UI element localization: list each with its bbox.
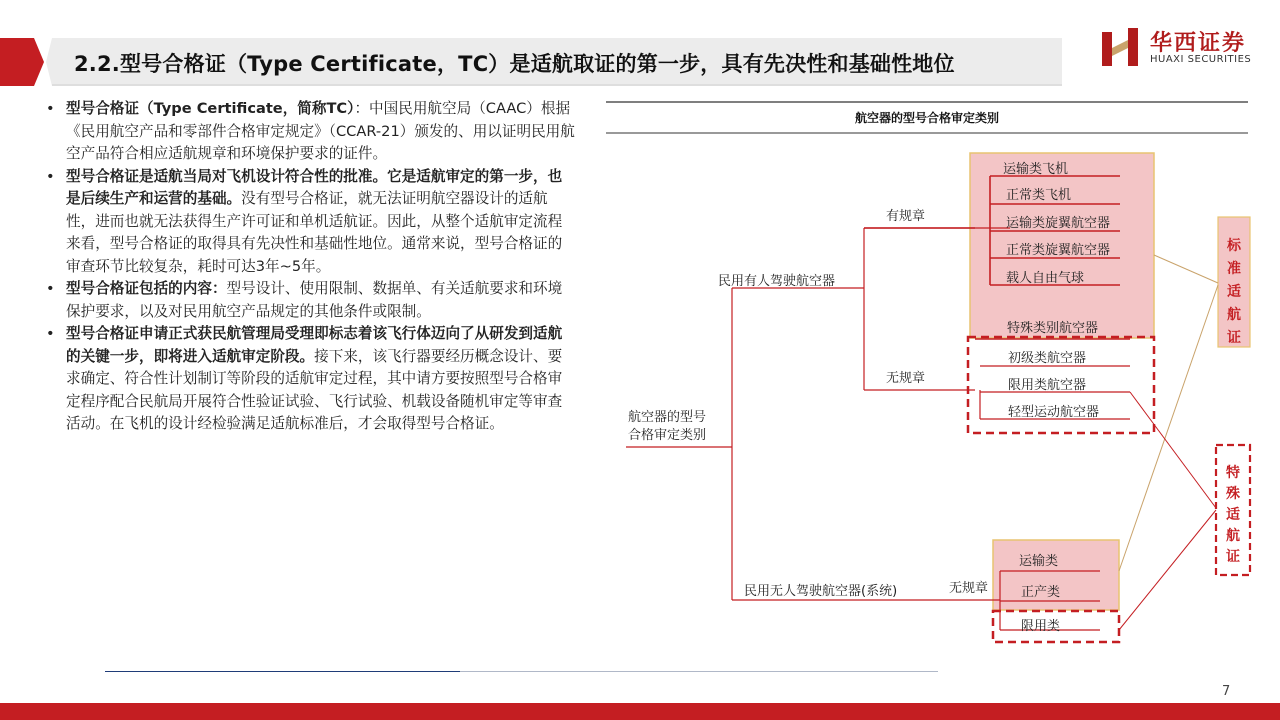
standard-item-label: 载人自由气球 [1006, 271, 1085, 286]
bullet-dot: • [46, 280, 55, 297]
special-item-label: 轻型运动航空器 [1008, 405, 1100, 420]
bullet-bold-text: 型号合格证申请正式获民航管理局受理即标志着该飞行体迈向了从研发到适航的关键一步，即将进入适航审定阶段。 [66, 325, 563, 365]
diagram-caption: 航空器的型号合格审定类别 [854, 111, 1000, 125]
certification-category-diagram [600, 95, 1280, 655]
logo-english-name: HUAXI SECURITIES [1150, 54, 1252, 65]
uav-item-label: 正产类 [1021, 585, 1061, 600]
root-label-line1: 航空器的型号 [628, 410, 707, 425]
manned-aircraft-label: 民用有人驾驶航空器 [718, 274, 836, 289]
bullet-text: ：中国民用航空局（CAAC）根据《民用航空产品和零部件合格审定规定》（CCAR-21）颁发的、用以证明民用航空产品符合相应适航规章和环境保护要求的证件。 [66, 100, 575, 162]
bottom-rule-right [460, 671, 938, 672]
logo-chinese-name: 华西证券 [1150, 31, 1247, 56]
special-item-label: 限用类航空器 [1008, 378, 1087, 393]
standard-item-label: 正常类旋翼航空器 [1006, 243, 1111, 258]
vertical-char: 适 [1226, 507, 1240, 523]
root-label-line2: 合格审定类别 [628, 428, 707, 443]
huaxi-logo-icon [1102, 28, 1138, 66]
special-cert-label [1226, 464, 1241, 565]
uav-item-label: 限用类 [1021, 619, 1061, 634]
standard-cert-box [1218, 217, 1250, 347]
bottom-rule-left [105, 671, 460, 672]
special-item-label: 初级类航空器 [1008, 351, 1087, 366]
bullet-bold-text: 型号合格证是适航当局对飞机设计符合性的批准。它是适航审定的第一步，也是后续生产和运营的基础。 [66, 167, 563, 207]
special-class-label: 特殊类别航空器 [1007, 321, 1099, 336]
bullet-bold-text: 型号合格证（Type Certificate，简称TC） [66, 100, 355, 117]
unregulated-label: 无规章 [886, 371, 926, 386]
bullet-text: 接下来，该飞行器要经历概念设计、要求确定、符合性计划制订等阶段的适航审定过程，其中请方要按照型号合格审定程序配合民航局开展符合性验证试验、飞行试验、机载设备随机审定等审查活动。在飞机的设计经检验满足适航标准后，才会取得型号合格证。 [66, 347, 563, 432]
vertical-char: 特 [1226, 465, 1240, 481]
vertical-char: 证 [1226, 549, 1240, 565]
vertical-char: 适 [1227, 284, 1241, 300]
bullet-list [46, 98, 576, 436]
regulated-label: 有规章 [886, 209, 926, 224]
footer-band [0, 703, 1280, 720]
vertical-char: 航 [1227, 307, 1241, 323]
bullet-dot: • [46, 100, 55, 117]
standard-item-label: 运输类旋翼航空器 [1006, 216, 1111, 231]
bullet-dot: • [46, 167, 55, 185]
vertical-char: 航 [1226, 528, 1240, 544]
vertical-char: 标 [1227, 238, 1241, 254]
bullet-item [46, 323, 576, 436]
uav-item-label: 运输类 [1019, 554, 1059, 569]
standard-item-label: 正常类飞机 [1006, 188, 1072, 203]
bullet-item [46, 278, 576, 323]
page-number: 7 [1222, 684, 1231, 699]
bullet-bold-text: 型号合格证包括的内容： [66, 280, 227, 297]
standard-cert-label [1226, 237, 1242, 346]
bullet-item [46, 166, 576, 279]
standard-item-label: 运输类飞机 [1003, 162, 1069, 177]
bullet-item [46, 98, 576, 166]
vertical-char: 证 [1227, 330, 1241, 346]
title-red-tab [0, 38, 44, 86]
vertical-char: 准 [1227, 261, 1241, 277]
page-title: 2.2.型号合格证（Type Certificate，TC）是适航取证的第一步，具有先决性和基础性地位 [74, 52, 955, 76]
bullet-text: 没有型号合格证，就无法证明航空器设计的适航性，进而也就无法获得生产许可证和单机适航证。因此，从整个适航审定流程来看，型号合格证的取得具有先决性和基础性地位。通常来说，型号合格证的审查环节比较复杂，耗时可达3年~5年。 [66, 190, 563, 275]
vertical-char: 殊 [1226, 486, 1240, 502]
uav-unregulated-label: 无规章 [949, 581, 989, 596]
bullet-text: 型号设计、使用限制、数据单、有关适航要求和环境保护要求，以及对民用航空产品规定的其他条件或限制。 [66, 280, 563, 320]
unmanned-aircraft-label: 民用无人驾驶航空器(系统) [744, 584, 898, 599]
bullet-dot: • [46, 325, 55, 342]
